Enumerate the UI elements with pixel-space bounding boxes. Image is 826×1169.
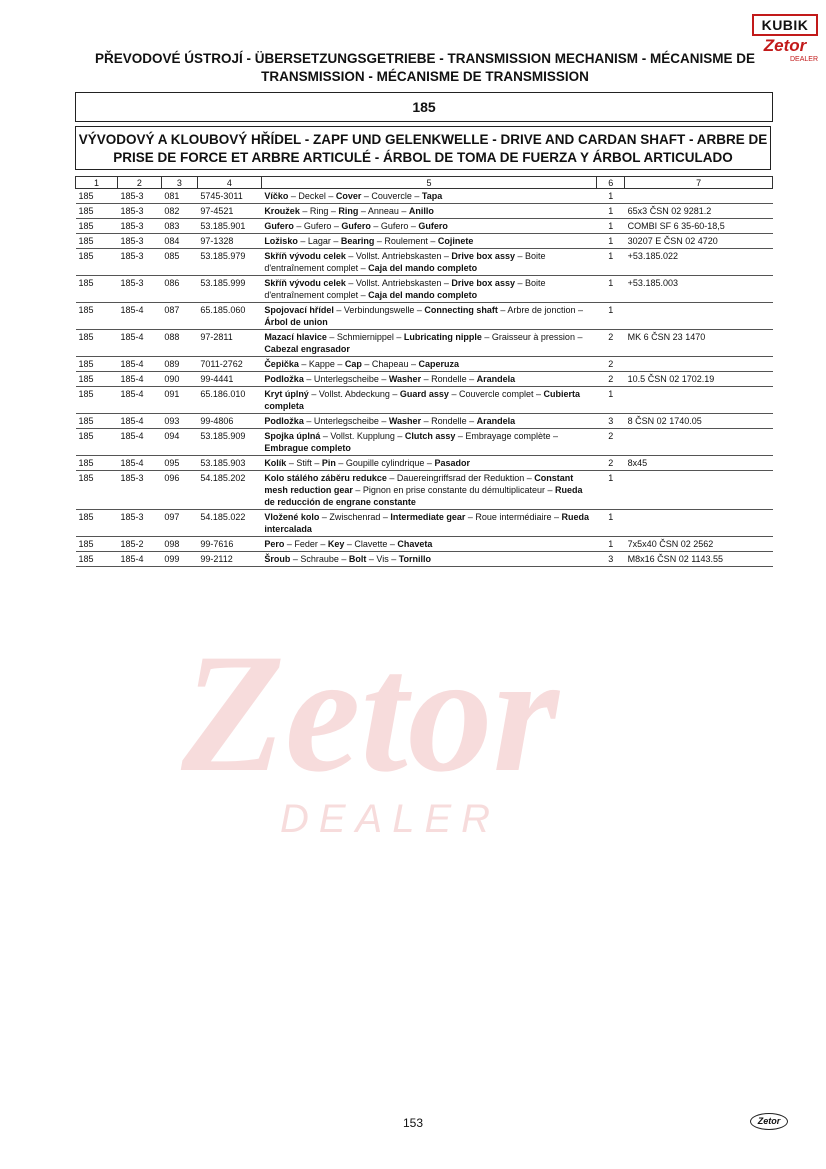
cell-note [625, 510, 773, 537]
cell-figure: 185-2 [117, 537, 161, 552]
cell-figure: 185-4 [117, 303, 161, 330]
group-number-box: 185 [75, 92, 773, 122]
part-name-es: Cabezal engrasador [264, 344, 350, 354]
part-name-fr: – Arbre de jonction – [497, 305, 583, 315]
cell-note [625, 471, 773, 510]
cell-quantity: 1 [597, 387, 625, 414]
part-name-de: – Vollst. Kupplung – [320, 431, 405, 441]
cell-quantity: 1 [597, 303, 625, 330]
cell-part-number: 99-4806 [197, 414, 261, 429]
part-name-en: Bearing [340, 236, 375, 246]
cell-group: 185 [76, 552, 118, 567]
cell-note: 10.5 ČSN 02 1702.19 [625, 372, 773, 387]
part-name-es: Gufero [418, 221, 448, 231]
cell-quantity: 1 [597, 249, 625, 276]
part-name-en: Gufero [341, 221, 371, 231]
section-heading: PŘEVODOVÉ ÚSTROJÍ - ÜBERSETZUNGSGETRIEBE - TRANSMISSION MECHANISM - MÉCANISME DE TRANSMISSION - MÉCANISME DE TRANSMISSION [94, 51, 756, 84]
cell-position: 095 [161, 456, 197, 471]
cell-description [261, 276, 596, 303]
cell-description [261, 330, 596, 357]
part-name-de: – Kappe – [298, 359, 345, 369]
cell-figure: 185-4 [117, 372, 161, 387]
cell-note [625, 429, 773, 456]
part-name-cz: Skříň vývodu celek [264, 278, 346, 288]
col-header-4: 4 [197, 177, 261, 189]
part-name-en: Ring [338, 206, 359, 216]
table-row [76, 276, 773, 303]
group-title-box: VÝVODOVÝ A KLOUBOVÝ HŘÍDEL - ZAPF UND GELENKWELLE - DRIVE AND CARDAN SHAFT - ARBRE DE PRISE DE FORCE ET ARBRE ARTICULÉ - ÁRBOL DE TOMA DE FUERZA Y ÁRBOL ARTICULADO [75, 126, 771, 170]
part-name-de: – Vollst. Abdeckung – [308, 389, 400, 399]
table-row [76, 414, 773, 429]
cell-position: 097 [161, 510, 197, 537]
part-name-cz: Spojka úplná [264, 431, 321, 441]
table-row [76, 204, 773, 219]
cell-note: +53.185.003 [625, 276, 773, 303]
col-header-3: 3 [161, 177, 197, 189]
part-name-es: Chaveta [397, 539, 433, 549]
part-name-es: Cojinete [437, 236, 474, 246]
table-row [76, 537, 773, 552]
cell-quantity: 1 [597, 510, 625, 537]
part-name-es: Rueda intercalada [264, 512, 589, 534]
cell-position: 084 [161, 234, 197, 249]
part-name-cz: Skříň vývodu celek [264, 251, 346, 261]
part-name-de: – Feder – [284, 539, 328, 549]
cell-part-number: 97-4521 [197, 204, 261, 219]
part-name-fr: – Pignon en prise constante du démultiplicateur – [352, 485, 555, 495]
part-name-de: – Schmiernippel – [326, 332, 404, 342]
cell-position: 090 [161, 372, 197, 387]
cell-figure: 185-4 [117, 414, 161, 429]
part-name-fr: – Gufero – [370, 221, 419, 231]
zetor-dealer-watermark [90, 600, 650, 860]
cell-quantity: 1 [597, 204, 625, 219]
cell-group: 185 [76, 429, 118, 456]
cell-quantity: 2 [597, 372, 625, 387]
part-name-fr: – Boite d'entraînement complet – [264, 278, 546, 300]
part-name-en: Key [327, 539, 345, 549]
cell-figure: 185-4 [117, 552, 161, 567]
cell-figure: 185-3 [117, 189, 161, 204]
cell-description [261, 249, 596, 276]
part-name-cz: Kryt úplný [264, 389, 309, 399]
table-row [76, 219, 773, 234]
cell-position: 088 [161, 330, 197, 357]
cell-note: M8x16 ČSN 02 1143.55 [625, 552, 773, 567]
cell-note: 65x3 ČSN 02 9281.2 [625, 204, 773, 219]
table-row [76, 189, 773, 204]
cell-part-number: 53.185.999 [197, 276, 261, 303]
part-name-en: Washer [388, 416, 422, 426]
part-name-cz: Šroub [264, 554, 291, 564]
part-name-fr: – Roulement – [374, 236, 438, 246]
cell-description [261, 552, 596, 567]
part-name-de: – Lagar – [297, 236, 341, 246]
watermark-dealer: DEALER [279, 797, 501, 841]
part-name-fr: – Anneau – [358, 206, 409, 216]
part-name-es: Caperuza [418, 359, 459, 369]
part-name-fr: – Embrayage complète – [455, 431, 558, 441]
part-name-fr: – Vis – [366, 554, 399, 564]
cell-part-number: 54.185.022 [197, 510, 261, 537]
cell-note: 7x5x40 ČSN 02 2562 [625, 537, 773, 552]
cell-description [261, 510, 596, 537]
table-row [76, 303, 773, 330]
part-name-cz: Vložené kolo [264, 512, 320, 522]
part-name-es: Árbol de union [264, 317, 328, 327]
cell-note: 8x45 [625, 456, 773, 471]
cell-figure: 185-4 [117, 330, 161, 357]
cell-part-number: 65.185.060 [197, 303, 261, 330]
cell-description [261, 471, 596, 510]
cell-description [261, 414, 596, 429]
part-name-en: Clutch assy [404, 431, 456, 441]
cell-quantity: 1 [597, 471, 625, 510]
part-name-en: Cap [344, 359, 362, 369]
cell-part-number: 7011-2762 [197, 357, 261, 372]
footer-zetor-logo: Zetor [750, 1113, 788, 1130]
cell-description [261, 456, 596, 471]
part-name-fr: – Graisseur à pression – [481, 332, 583, 342]
cell-group: 185 [76, 234, 118, 249]
cell-description [261, 372, 596, 387]
cell-position: 085 [161, 249, 197, 276]
cell-part-number: 54.185.202 [197, 471, 261, 510]
cell-figure: 185-3 [117, 204, 161, 219]
cell-figure: 185-4 [117, 429, 161, 456]
table-row [76, 357, 773, 372]
part-name-en: Cover [335, 191, 362, 201]
part-name-fr: – Couvercle – [361, 191, 422, 201]
cell-figure: 185-4 [117, 387, 161, 414]
part-name-de: – Zwischenrad – [319, 512, 391, 522]
cell-quantity: 2 [597, 330, 625, 357]
cell-part-number: 53.185.909 [197, 429, 261, 456]
part-name-es: Caja del mando completo [368, 263, 478, 273]
cell-note: MK 6 ČSN 23 1470 [625, 330, 773, 357]
part-name-es: Arandela [476, 416, 516, 426]
cell-group: 185 [76, 303, 118, 330]
part-name-de: – Vollst. Antriebskasten – [345, 278, 452, 288]
cell-group: 185 [76, 249, 118, 276]
table-row [76, 372, 773, 387]
cell-description [261, 357, 596, 372]
table-row [76, 249, 773, 276]
part-name-fr: – Clavette – [344, 539, 398, 549]
part-name-es: Caja del mando completo [368, 290, 478, 300]
part-name-de: – Unterlegscheibe – [303, 374, 389, 384]
cell-part-number: 53.185.903 [197, 456, 261, 471]
cell-note: 30207 E ČSN 02 4720 [625, 234, 773, 249]
cell-position: 082 [161, 204, 197, 219]
part-name-en: Guard assy [399, 389, 449, 399]
part-name-es: Arandela [476, 374, 516, 384]
cell-note: +53.185.022 [625, 249, 773, 276]
part-name-de: – Schraube – [290, 554, 349, 564]
cell-position: 098 [161, 537, 197, 552]
part-name-de: – Verbindungswelle – [333, 305, 425, 315]
cell-quantity: 2 [597, 429, 625, 456]
cell-part-number: 97-2811 [197, 330, 261, 357]
part-name-cz: Podložka [264, 374, 304, 384]
cell-group: 185 [76, 537, 118, 552]
part-name-cz: Mazací hlavice [264, 332, 327, 342]
table-row [76, 471, 773, 510]
cell-group: 185 [76, 510, 118, 537]
cell-figure: 185-3 [117, 249, 161, 276]
col-header-7: 7 [625, 177, 773, 189]
part-name-es: Pasador [434, 458, 470, 468]
part-name-cz: Spojovací hřídel [264, 305, 334, 315]
part-name-cz: Podložka [264, 416, 304, 426]
cell-part-number: 53.185.901 [197, 219, 261, 234]
table-row [76, 552, 773, 567]
part-name-fr: – Rondelle – [421, 416, 477, 426]
cell-group: 185 [76, 471, 118, 510]
cell-part-number: 99-2112 [197, 552, 261, 567]
cell-description [261, 303, 596, 330]
part-name-es: Embrague completo [264, 443, 351, 453]
part-name-cz: Ložisko [264, 236, 298, 246]
cell-note: 8 ČSN 02 1740.05 [625, 414, 773, 429]
cell-quantity: 1 [597, 276, 625, 303]
cell-position: 087 [161, 303, 197, 330]
cell-quantity: 2 [597, 357, 625, 372]
cell-quantity: 1 [597, 189, 625, 204]
kubik-wordmark: KUBIK [752, 14, 818, 36]
part-name-en: Connecting shaft [424, 305, 498, 315]
cell-group: 185 [76, 204, 118, 219]
table-row [76, 387, 773, 414]
part-name-es: Tornillo [398, 554, 432, 564]
part-name-cz: Pero [264, 539, 285, 549]
cell-description [261, 537, 596, 552]
cell-position: 089 [161, 357, 197, 372]
cell-position: 094 [161, 429, 197, 456]
part-name-cz: Kolík [264, 458, 287, 468]
cell-figure: 185-4 [117, 456, 161, 471]
part-name-cz: Kolo stálého záběru redukce [264, 473, 387, 483]
cell-part-number: 97-1328 [197, 234, 261, 249]
part-name-de: – Unterlegscheibe – [303, 416, 389, 426]
part-name-cz: Gufero [264, 221, 294, 231]
part-name-es: Tapa [421, 191, 443, 201]
col-header-6: 6 [597, 177, 625, 189]
cell-quantity: 3 [597, 552, 625, 567]
cell-quantity: 1 [597, 234, 625, 249]
cell-figure: 185-3 [117, 471, 161, 510]
part-name-en: Lubricating nipple [403, 332, 482, 342]
part-name-en: Drive box assy [451, 251, 515, 261]
cell-group: 185 [76, 219, 118, 234]
cell-figure: 185-3 [117, 219, 161, 234]
dealer-wordmark: DEALER [789, 56, 818, 63]
part-name-de: – Stift – [286, 458, 322, 468]
part-name-en: Drive box assy [451, 278, 515, 288]
part-name-en: Washer [388, 374, 422, 384]
col-header-2: 2 [117, 177, 161, 189]
zetor-wordmark: Zetor [763, 36, 807, 55]
part-name-de: – Dauereingriffsrad der Reduktion – [386, 473, 535, 483]
table-row [76, 330, 773, 357]
cell-note [625, 387, 773, 414]
part-name-en: Bolt [348, 554, 367, 564]
part-name-cz: Čepička [264, 359, 299, 369]
parts-table [75, 176, 773, 567]
part-name-en: Constant mesh reduction gear [264, 473, 574, 495]
cell-group: 185 [76, 372, 118, 387]
cell-figure: 185-4 [117, 357, 161, 372]
cell-figure: 185-3 [117, 234, 161, 249]
cell-description [261, 234, 596, 249]
part-name-es: Anillo [408, 206, 434, 216]
cell-note: COMBI SF 6 35-60-18,5 [625, 219, 773, 234]
table-row [76, 429, 773, 456]
cell-group: 185 [76, 456, 118, 471]
cell-part-number: 99-4441 [197, 372, 261, 387]
cell-group: 185 [76, 387, 118, 414]
cell-note [625, 357, 773, 372]
part-name-es: Rueda de reducción de engrane constante [264, 485, 583, 507]
cell-group: 185 [76, 330, 118, 357]
cell-position: 096 [161, 471, 197, 510]
cell-part-number: 5745-3011 [197, 189, 261, 204]
cell-position: 086 [161, 276, 197, 303]
cell-description [261, 387, 596, 414]
cell-position: 091 [161, 387, 197, 414]
part-name-fr: – Rondelle – [421, 374, 477, 384]
watermark-zetor: Zetor [181, 619, 559, 807]
part-name-en: Pin [321, 458, 336, 468]
part-name-fr: – Chapeau – [361, 359, 419, 369]
part-name-fr: – Roue intermédiaire – [465, 512, 562, 522]
cell-position: 099 [161, 552, 197, 567]
cell-description [261, 429, 596, 456]
part-name-cz: Víčko [264, 191, 289, 201]
cell-group: 185 [76, 414, 118, 429]
cell-quantity: 1 [597, 537, 625, 552]
col-header-5: 5 [261, 177, 596, 189]
part-name-de: – Vollst. Antriebskasten – [345, 251, 452, 261]
cell-part-number: 99-7616 [197, 537, 261, 552]
table-row [76, 510, 773, 537]
col-header-1: 1 [76, 177, 118, 189]
cell-note [625, 303, 773, 330]
page-number: 153 [402, 1116, 424, 1130]
part-name-fr: – Couvercle complet – [448, 389, 544, 399]
cell-description [261, 219, 596, 234]
cell-description [261, 189, 596, 204]
cell-figure: 185-3 [117, 276, 161, 303]
cell-note [625, 189, 773, 204]
cell-quantity: 1 [597, 219, 625, 234]
cell-part-number: 65.186.010 [197, 387, 261, 414]
cell-group: 185 [76, 189, 118, 204]
cell-position: 083 [161, 219, 197, 234]
cell-quantity: 2 [597, 456, 625, 471]
part-name-en: Intermediate gear [390, 512, 466, 522]
part-name-de: – Deckel – [288, 191, 336, 201]
cell-position: 081 [161, 189, 197, 204]
part-name-de: – Ring – [299, 206, 339, 216]
cell-quantity: 3 [597, 414, 625, 429]
table-row [76, 456, 773, 471]
part-name-cz: Kroužek [264, 206, 300, 216]
part-name-es: Cubierta completa [264, 389, 580, 411]
cell-group: 185 [76, 357, 118, 372]
table-row [76, 234, 773, 249]
cell-part-number: 53.185.979 [197, 249, 261, 276]
part-name-fr: – Goupille cylindrique – [335, 458, 435, 468]
part-name-fr: – Boite d'entraînement complet – [264, 251, 546, 273]
cell-position: 093 [161, 414, 197, 429]
cell-figure: 185-3 [117, 510, 161, 537]
cell-group: 185 [76, 276, 118, 303]
cell-description [261, 204, 596, 219]
table-header-row [76, 177, 773, 189]
part-name-de: – Gufero – [293, 221, 342, 231]
